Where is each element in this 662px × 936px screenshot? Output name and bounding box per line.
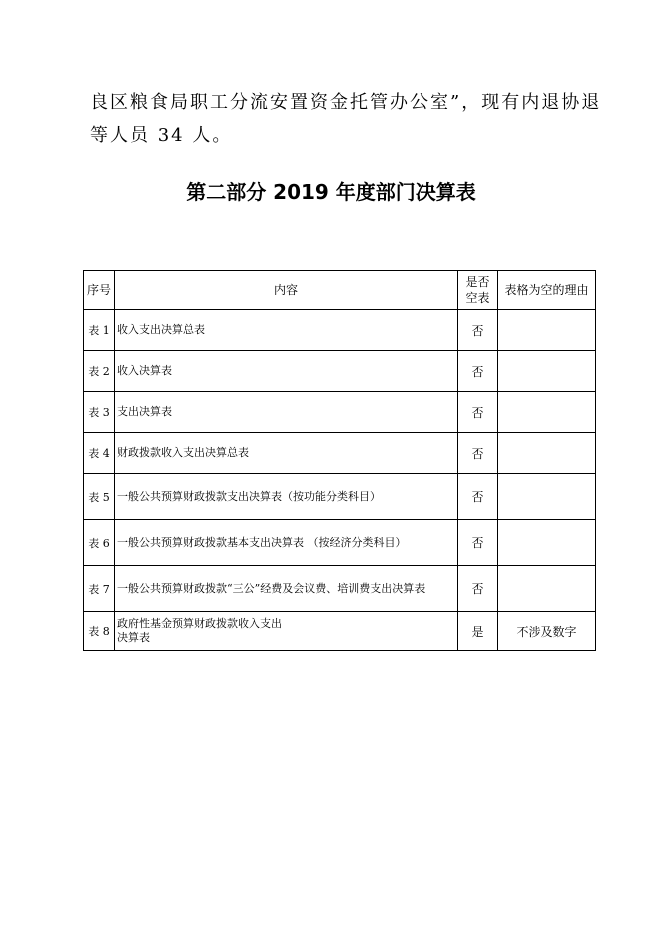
table-header-row [84,271,596,310]
final-accounts-table [83,270,596,651]
table-row [84,520,596,566]
row-content-line2: 决算表 [117,631,150,644]
header-is-empty-line1: 是否 [465,275,490,289]
row-number: 表 4 [84,433,115,474]
table-row [84,392,596,433]
row-number: 表 5 [84,474,115,520]
row-is-empty: 否 [458,566,498,612]
row-reason [498,566,596,612]
row-content: 收入决算表 [115,351,458,392]
header-reason: 表格为空的理由 [498,271,596,310]
row-content: 一般公共预算财政拨款“三公”经费及会议费、培训费支出决算表 [115,566,458,612]
row-is-empty: 否 [458,392,498,433]
row-reason [498,310,596,351]
row-content: 支出决算表 [115,392,458,433]
row-is-empty: 是 [458,612,498,651]
body-paragraph-line-1: 良区粮食局职工分流安置资金托管办公室”，现有内退协退 [90,92,602,113]
row-content: 一般公共预算财政拨款支出决算表（按功能分类科目） [115,474,458,520]
row-reason [498,351,596,392]
row-reason [498,433,596,474]
row-content: 财政拨款收入支出决算总表 [115,433,458,474]
table-row [84,433,596,474]
row-reason [498,474,596,520]
table-row [84,474,596,520]
row-reason [498,392,596,433]
table-row [84,351,596,392]
row-reason: 不涉及数字 [498,612,596,651]
row-is-empty: 否 [458,474,498,520]
header-number: 序号 [84,271,115,310]
body-paragraph-line-2: 等人员 34 人。 [90,125,233,146]
table-row [84,310,596,351]
row-number: 表 2 [84,351,115,392]
row-content: 一般公共预算财政拨款基本支出决算表 （按经济分类科目） [115,520,458,566]
header-is-empty [458,271,498,310]
row-is-empty: 否 [458,433,498,474]
table-row [84,566,596,612]
header-is-empty-line2: 空表 [465,291,490,305]
row-content: 收入支出决算总表 [115,310,458,351]
row-number: 表 6 [84,520,115,566]
table-row [84,612,596,651]
row-is-empty: 否 [458,520,498,566]
row-is-empty: 否 [458,351,498,392]
section-title: 第二部分 2019 年度部门决算表 [186,180,476,204]
header-content: 内容 [115,271,458,310]
row-number: 表 3 [84,392,115,433]
row-is-empty: 否 [458,310,498,351]
row-content [115,612,458,651]
row-reason [498,520,596,566]
row-content-line1: 政府性基金预算财政拨款收入支出 [117,617,282,630]
row-number: 表 1 [84,310,115,351]
row-number: 表 8 [84,612,115,651]
row-number: 表 7 [84,566,115,612]
